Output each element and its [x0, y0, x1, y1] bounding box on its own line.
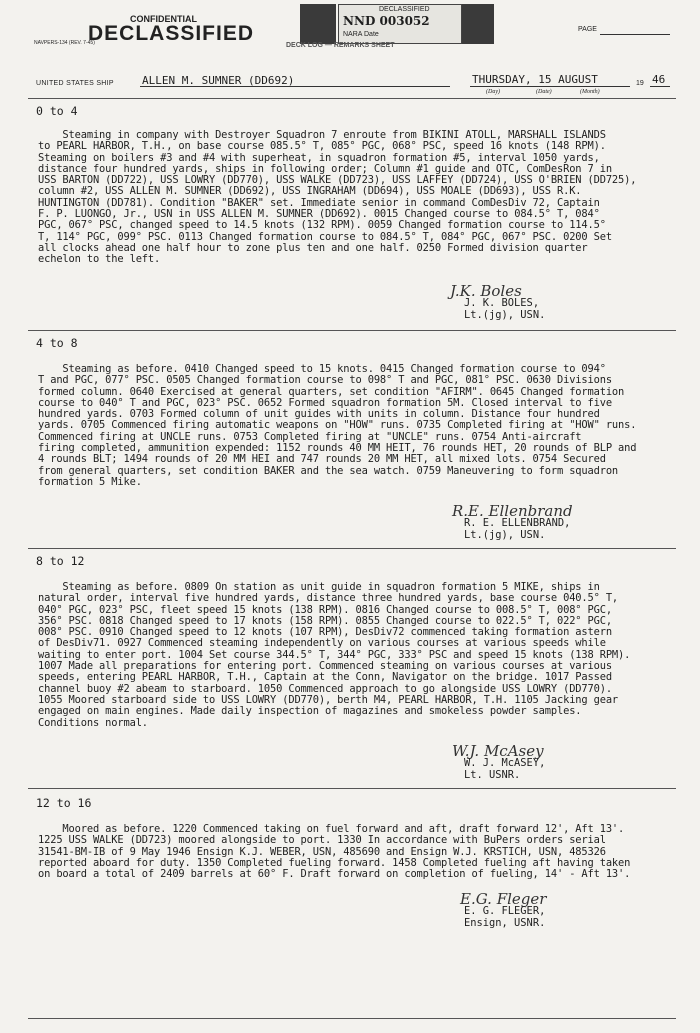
log-line: column #2, USS ALLEN M. SUMNER (DD692), USS INGRAHAM (DD694), USS MOALE (DD693), USS R.K. — [38, 185, 582, 198]
log-line: on board a total of 2409 barrels at 60° F. Draft forward on completion of fueling, 14' - Aft 13'. — [38, 868, 631, 881]
watch-entry-0-4 — [38, 130, 666, 266]
signature-rank-8-12: Lt. USNR. — [464, 769, 521, 781]
log-line: firing completed, ammunition expended: 1152 rounds 40 MM HEIT, 76 rounds HET, 20 rounds of BLP and — [38, 442, 637, 455]
ship-label: UNITED STATES SHIP — [36, 80, 114, 87]
log-line: natural order, interval five hundred yards, distance three hundred yards, base course 040.5° T, — [38, 592, 619, 605]
log-date: THURSDAY, 15 AUGUST — [472, 73, 598, 86]
log-line: 31541-BM-IB of 9 May 1946 Ensign K.J. WEBER, USN, 485690 and Ensign W.J. KRSTICH, USN, 485326 — [38, 845, 606, 858]
log-line: Moored as before. 1220 Commenced taking on fuel forward and aft, draft forward 12', Aft 13'. — [38, 823, 625, 835]
signature-handwritten: J.K. Boles — [450, 282, 522, 300]
scan-dark-area-right — [462, 4, 494, 44]
watch-period-8-12: 8 to 12 — [36, 554, 85, 568]
watch-period-12-16: 12 to 16 — [36, 796, 92, 810]
log-line: F. P. LUONGO, Jr., USN in USS ALLEN M. SUMNER (DD692). 0015 Changed course to 084.5° T, 084° — [38, 208, 600, 221]
signature-rank-12-16: Ensign, USNR. — [464, 917, 546, 929]
page-label: PAGE — [578, 26, 597, 33]
log-line: 040° PGC, 023° PSC, fleet speed 15 knots (138 RPM). 0816 Changed course to 008.5° T, 008° PGC, — [38, 603, 612, 616]
signature-name-4-8: R. E. ELLENBRAND, — [464, 517, 571, 529]
log-line: to PEARL HARBOR, T.H., on base course 085.5° T, 085° PGC, 068° PSC, speed 16 knots (148 RPM). — [38, 140, 606, 153]
confidential-stamp: CONFIDENTIAL — [130, 14, 197, 24]
log-line: yards. 0705 Commenced firing automatic weapons on "HOW" runs. 0735 Completed firing at "HOW" runs. — [38, 419, 637, 432]
log-line: T, 114° PGC, 099° PSC. 0113 Changed formation course to 084.5° T, 084° PGC, 067° PSC. 0200 Set — [38, 230, 612, 243]
log-line: 4 rounds BLT; 1494 rounds of 20 MM HEI and 747 rounds 20 MM HET, all mixed lots. 0754 Secured — [38, 453, 606, 466]
date-line — [470, 86, 630, 87]
signature-rank-0-4: Lt.(jg), USN. — [464, 309, 546, 321]
log-line: Conditions normal. — [38, 716, 148, 729]
log-line: channel buoy #2 abeam to starboard. 1050 Commenced approach to go alongside USS LOWRY (DD770). — [38, 682, 612, 695]
declass-stamp-line2: NND 003052 — [343, 14, 430, 28]
log-line: Steaming as before. 0410 Changed speed to 15 knots. 0415 Changed formation course to 094° — [38, 363, 606, 375]
signature-name-0-4: J. K. BOLES, — [464, 297, 540, 309]
log-line: formation 5 Mike. — [38, 475, 142, 488]
log-line: Commenced firing at UNCLE runs. 0753 Completed firing at "UNCLE" runs. 0754 Anti-aircraft — [38, 430, 582, 443]
watch-rule — [28, 788, 676, 789]
watch-entry-8-12 — [38, 582, 666, 729]
declassification-stamp-box — [338, 4, 462, 44]
ship-name: ALLEN M. SUMNER (DD692) — [142, 74, 295, 87]
signature-handwritten: W.J. McAsey — [452, 742, 544, 760]
year-value: 46 — [652, 73, 666, 86]
log-line: formed column. 0640 Exercised at general quarters, set condition "AFIRM". 0645 Changed formation — [38, 385, 625, 398]
log-line: 008° PSC. 0910 Changed speed to 12 knots (107 RPM), DesDiv72 commenced taking formation astern — [38, 626, 612, 639]
signature-handwritten: E.G. Fleger — [460, 890, 547, 908]
signature-rank-4-8: Lt.(jg), USN. — [464, 529, 546, 541]
year-line — [650, 86, 670, 87]
signature-handwritten: R.E. Ellenbrand — [452, 502, 573, 520]
scan-dark-area — [300, 4, 336, 44]
log-line: 356° PSC. 0818 Changed speed to 17 knots (158 RPM). 0855 Changed course to 022.5° T, 022° PGC, — [38, 614, 612, 627]
ship-name-line — [140, 86, 450, 87]
page-number-line — [600, 34, 670, 35]
log-line: Steaming as before. 0809 On station as unit guide in squadron formation 5 MIKE, ships in — [38, 581, 600, 593]
footer-rule — [28, 1018, 676, 1019]
log-line: Steaming in company with Destroyer Squadron 7 enroute from BIKINI ATOLL, MARSHALL ISLANDS — [38, 129, 606, 141]
declass-stamp-line3: NARA Date — [343, 31, 379, 38]
log-line: of DesDiv71. 0927 Commenced steaming independently on various courses at various speeds while — [38, 637, 606, 650]
watch-rule — [28, 548, 676, 549]
log-line: speeds, entering PEARL HARBOR, T.H., Captain at the Conn, Navigator on the bridge. 1017 Passed — [38, 671, 612, 684]
signature-name-8-12: W. J. McASEY, — [464, 757, 546, 769]
log-line: echelon to the left. — [38, 253, 161, 266]
declassified-stamp: DECLASSIFIED — [88, 22, 255, 45]
log-line: waiting to enter port. 1004 Set course 344.5° T, 344° PGC, 333° PSC and speed 15 knots (138 RPM). — [38, 648, 631, 661]
log-line: 1225 USS WALKE (DD723) moored alongside to port. 1330 In accordance with BuPers orders serial — [38, 834, 606, 847]
sub-month: (Month) — [580, 89, 600, 95]
watch-rule — [28, 330, 676, 331]
watch-period-0-4: 0 to 4 — [36, 104, 78, 118]
log-line: course to 040° T and PGC, 023° PSC. 0652 Formed squadron formation 5M. Closed interval to five — [38, 396, 612, 409]
log-line: USS BARTON (DD722), USS LOWRY (DD770), USS WALKE (DD723), USS LAFFEY (DD724), USS O'BRIEN (DD725), — [38, 174, 637, 187]
log-line: hundred yards. 0703 Formed column of unit guides with units in column. Distance four hundred — [38, 408, 600, 421]
year-prefix: 19 — [636, 80, 644, 87]
log-line: 1007 Made all preparations for entering port. Commenced steaming on various courses at various — [38, 660, 612, 673]
log-line: T and PGC, 077° PSC. 0505 Changed formation course to 098° T and PGC, 081° PSC. 0630 Divisions — [38, 374, 612, 387]
log-line: 1055 Moored starboard side to USS LOWRY (DD770), berth M4, PEARL HARBOR, T.H. 1105 Jacking gear — [38, 693, 619, 706]
log-line: engaged on main engines. Made daily inspection of magazines and smokeless powder samples. — [38, 705, 582, 718]
log-line: PGC, 067° PSC, changed speed to 14.5 knots (132 RPM). 0059 Changed formation course to 114.5° — [38, 219, 606, 232]
log-line: reported aboard for duty. 1350 Completed fueling forward. 1458 Completed fueling aft having taken — [38, 856, 631, 869]
sub-day: (Day) — [486, 89, 500, 95]
signature-name-12-16: E. G. FLEGER, — [464, 905, 546, 917]
log-line: HUNTINGTON (DD781). Condition "BAKER" set. Immediate senior in command ComDesDiv 72, Captain — [38, 196, 600, 209]
log-line: from general quarters, set condition BAKER and the sea watch. 0759 Maneuvering to form squadron — [38, 464, 619, 477]
header-rule — [28, 98, 676, 99]
watch-entry-12-16 — [38, 824, 666, 880]
deck-log-title: DECK LOG — REMARKS SHEET — [286, 42, 395, 49]
log-line: Steaming on boilers #3 and #4 with superheat, in squadron formation #5, interval 1050 yards, — [38, 151, 600, 164]
watch-period-4-8: 4 to 8 — [36, 336, 78, 350]
declass-stamp-line1: DECLASSIFIED — [379, 6, 430, 13]
log-line: all clocks ahead one half hour to zone plus ten and one half. 0250 Formed division quarter — [38, 241, 588, 254]
form-number: NAVPERS-134 (REV. 7-45) — [34, 40, 95, 46]
watch-entry-4-8 — [38, 364, 666, 488]
log-line: distance four hundred yards, ships in following order; Column #1 guide and OTC, ComDesRon 7 in — [38, 162, 612, 175]
sub-date: (Date) — [536, 89, 552, 95]
